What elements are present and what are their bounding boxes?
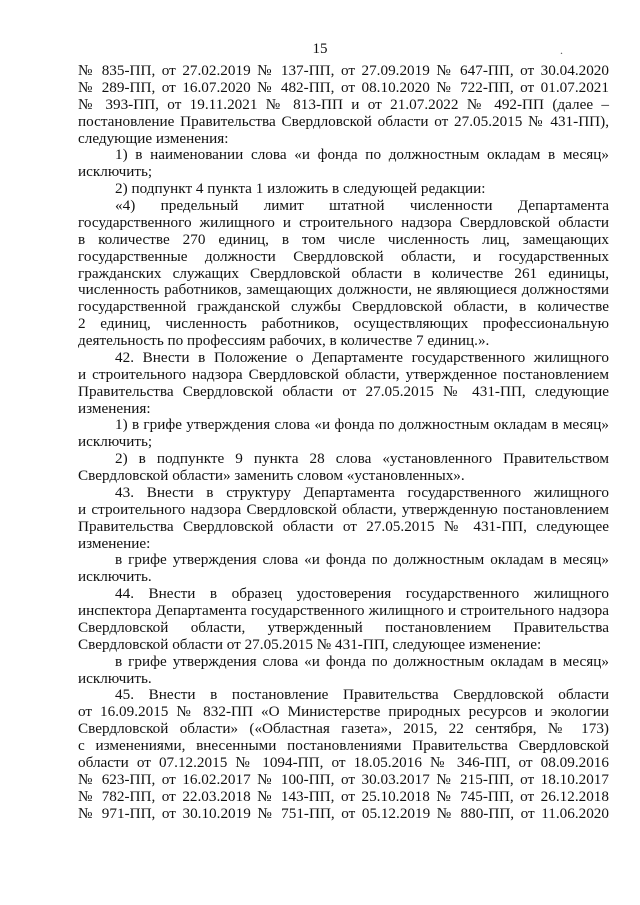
text-line: 1) в наименовании слова «и фонда по должностным окладам в месяц» — [115, 146, 609, 164]
page-number: 15 — [312, 41, 328, 57]
text-line: 2 единиц, численность работников, осуществляющих профессиональную — [78, 315, 609, 333]
text-line: постановление Правительства Свердловской области от 27.05.2015 № 431-ПП), — [78, 112, 609, 130]
text-line: государственной гражданской службы Свердловской области, в количестве — [78, 298, 609, 316]
text-line: гражданских служащих Свердловской области в количестве 261 единицы, — [78, 264, 609, 282]
corner-mark: . — [560, 43, 563, 57]
text-line: Правительства Свердловской области от 27.05.2015 № 431-ПП, следующее — [78, 517, 609, 535]
text-line: № 393-ПП, от 19.11.2021 № 813-ПП и от 21.07.2022 № 492-ПП (далее – — [78, 95, 609, 113]
text-line: Правительства Свердловской области от 27.05.2015 № 431-ПП, следующие — [78, 382, 609, 400]
text-line: в грифе утверждения слова «и фонда по должностным окладам в месяц» — [115, 652, 609, 670]
text-line: изменения: — [78, 399, 151, 417]
text-line: деятельность по профессиям рабочих, в количестве 7 единиц.». — [78, 332, 490, 349]
text-line: 2) в подпункте 9 пункта 28 слова «установленного Правительством — [115, 450, 609, 468]
text-line: 43. Внести в структуру Департамента государственного жилищного — [115, 483, 609, 501]
text-line: Свердловской области» заменить словом «установленных». — [78, 467, 465, 484]
text-line: от 16.09.2015 № 832-ПП «О Министерстве природных ресурсов и экологии — [78, 703, 609, 721]
text-line: исключить; — [78, 163, 153, 181]
text-line: «4) предельный лимит штатной численности Департамента — [115, 197, 609, 214]
text-line: № 835-ПП, от 27.02.2019 № 137-ПП, от 27.09.2019 № 647-ПП, от 30.04.2020 — [78, 62, 609, 79]
text-line: инспектора Департамента государственного жилищного и строительного надзора — [78, 602, 609, 619]
text-line: государственные должности Свердловской области, и государственных — [78, 247, 609, 265]
text-line: 44. Внести в образец удостоверения государственного жилищного — [115, 585, 609, 603]
text-line: области от 07.12.2015 № 1094-ПП, от 18.05.2016 № 346-ПП, от 08.09.2016 — [78, 753, 609, 771]
text-line: Свердловской области» («Областная газета», 2015, 22 сентября, № 173) — [78, 720, 609, 738]
text-line: государственного жилищного и строительного надзора Свердловской области — [78, 213, 609, 231]
text-line: с изменениями, внесенными постановлениями Правительства Свердловской — [78, 737, 609, 754]
text-line: и строительного надзора Свердловской области, утвержденное постановлением — [78, 365, 609, 383]
document-body — [78, 63, 609, 822]
text-line: численность работников, замещающих должности, не являющиеся должностями — [78, 281, 609, 299]
text-line: № 289-ПП, от 16.07.2020 № 482-ПП, от 08.10.2020 № 722-ПП, от 01.07.2021 — [78, 78, 609, 96]
text-line: № 971-ПП, от 30.10.2019 № 751-ПП, от 05.12.2019 № 880-ПП, от 11.06.2020 — [78, 804, 609, 822]
text-line: исключить. — [78, 568, 152, 586]
text-line: исключить; — [78, 433, 153, 451]
text-line: 1) в грифе утверждения слова «и фонда по должностным окладам в месяц» — [115, 416, 609, 434]
text-line: Свердловской области от 27.05.2015 № 431-ПП, следующее изменение: — [78, 635, 542, 653]
text-line: 45. Внести в постановление Правительства Свердловской области — [115, 686, 609, 704]
text-line: № 623-ПП, от 16.02.2017 № 100-ПП, от 30.03.2017 № 215-ПП, от 18.10.2017 — [78, 770, 609, 788]
text-line: исключить. — [78, 669, 152, 687]
text-line: следующие изменения: — [78, 129, 229, 147]
text-line: № 782-ПП, от 22.03.2018 № 143-ПП, от 25.10.2018 № 745-ПП, от 26.12.2018 — [78, 787, 609, 805]
text-line: Свердловской области, утвержденный постановлением Правительства — [78, 618, 609, 636]
text-line: 2) подпункт 4 пункта 1 изложить в следующей редакции: — [115, 180, 486, 198]
text-line: в грифе утверждения слова «и фонда по должностным окладам в месяц» — [115, 551, 609, 569]
text-line: 42. Внести в Положение о Департаменте государственного жилищного — [115, 348, 609, 366]
text-line: изменение: — [78, 534, 151, 552]
text-line: в количестве 270 единиц, в том числе численность лиц, замещающих — [78, 230, 609, 248]
text-line: и строительного надзора Свердловской области, утвержденную постановлением — [78, 500, 609, 518]
